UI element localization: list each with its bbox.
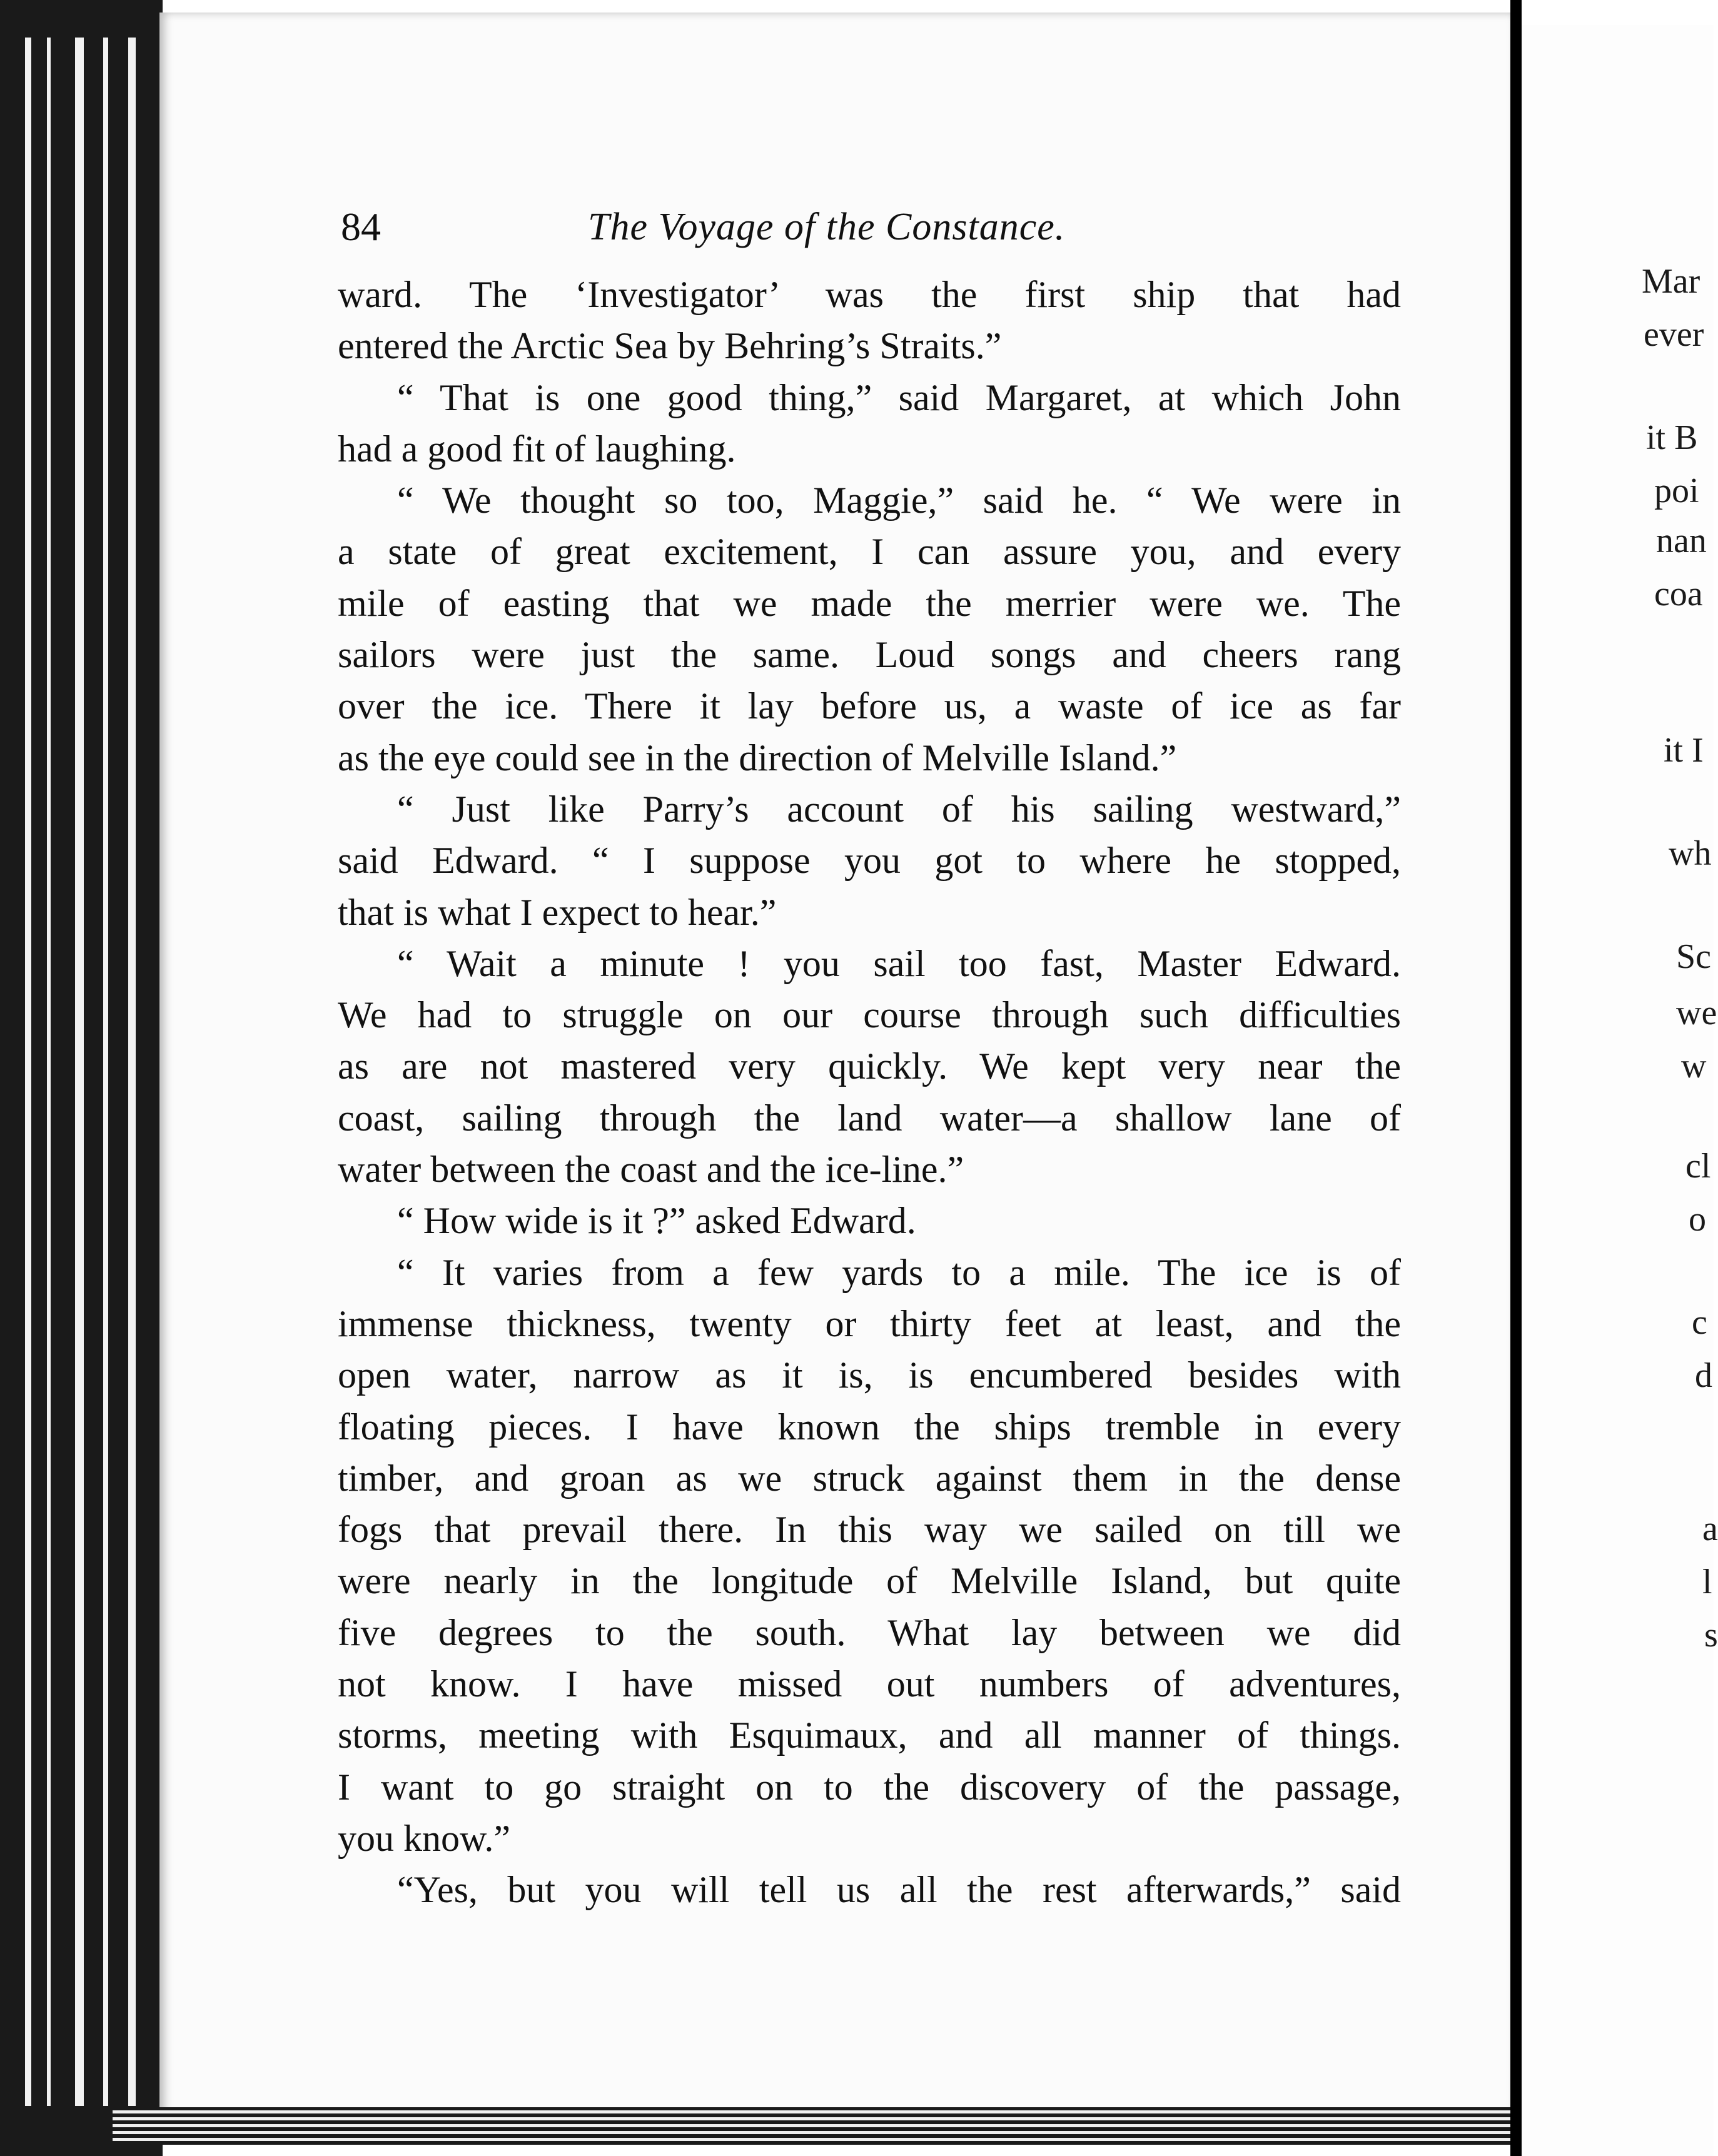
facing-page-fragment: nan xyxy=(1656,521,1707,560)
text-line: “ We thought so too, Maggie,” said he. “ We were in xyxy=(397,480,1401,521)
text-line: floating pieces. I have known the ships tremble in every xyxy=(338,1406,1401,1448)
text-line: five degrees to the south. What lay between we did xyxy=(338,1611,1401,1653)
facing-page-fragment: w xyxy=(1681,1047,1707,1086)
facing-page-fragment: ever xyxy=(1644,315,1704,354)
running-title: The Voyage of the Constance. xyxy=(588,206,1066,248)
text-line: open water, narrow as it is, is encumbered besides with xyxy=(338,1354,1401,1396)
facing-page-fragment: it B xyxy=(1646,418,1698,457)
page-edge-line xyxy=(47,38,51,2106)
facing-page-fragment: cl xyxy=(1685,1147,1711,1186)
text-line: were nearly in the longitude of Melville Island, but quite xyxy=(338,1560,1401,1602)
text-line: “ How wide is it ?” asked Edward. xyxy=(397,1200,916,1242)
text-line: coast, sailing through the land water—a shallow lane of xyxy=(338,1097,1401,1139)
text-line: “ Just like Parry’s account of his sailing westward,” xyxy=(397,788,1401,830)
text-line: sailors were just the same. Loud songs and cheers rang xyxy=(338,634,1401,676)
text-line: entered the Arctic Sea by Behring’s Straits.” xyxy=(338,325,1002,367)
text-line: timber, and groan as we struck against them in the dense xyxy=(338,1457,1401,1499)
text-line: over the ice. There it lay before us, a waste of ice as far xyxy=(338,685,1401,727)
text-line: “ It varies from a few yards to a mile. The ice is of xyxy=(397,1251,1401,1293)
page-edge-line xyxy=(75,38,84,2106)
text-line: as the eye could see in the direction of Melville Island.” xyxy=(338,737,1177,778)
facing-page-fragment: a xyxy=(1702,1509,1718,1548)
text-line: a state of great excitement, I can assure you, and every xyxy=(338,531,1401,573)
page-edge-line xyxy=(25,38,31,2106)
page-edge-line xyxy=(128,38,136,2106)
page-edges xyxy=(0,0,163,2156)
running-header xyxy=(341,199,1404,255)
text-line: fogs that prevail there. In this way we sailed on till we xyxy=(338,1509,1401,1551)
book-gutter xyxy=(1510,0,1522,2156)
facing-page-fragment: l xyxy=(1702,1563,1712,1601)
facing-page-fragment: coa xyxy=(1654,575,1703,613)
facing-page-fragment: it I xyxy=(1664,731,1704,770)
text-line: you know.” xyxy=(338,1817,511,1859)
facing-page-fragment: we xyxy=(1676,994,1717,1032)
text-line: “ Wait a minute ! you sail too fast, Master Edward. xyxy=(397,942,1401,984)
text-line: that is what I expect to hear.” xyxy=(338,891,777,933)
facing-page-fragment: o xyxy=(1689,1200,1706,1239)
text-line: I want to go straight on to the discovery of the passage, xyxy=(338,1766,1401,1808)
text-line: as are not mastered very quickly. We kept very near the xyxy=(338,1045,1401,1087)
text-line: “ That is one good thing,” said Margaret, at which John xyxy=(397,376,1401,418)
text-line: mile of easting that we made the merrier were we. The xyxy=(338,582,1401,624)
text-line: storms, meeting with Esquimaux, and all manner of things. xyxy=(338,1715,1401,1756)
bottom-page-edges xyxy=(113,2107,1532,2145)
page-edge-line xyxy=(103,38,108,2106)
text-line: said Edward. “ I suppose you got to where he stopped, xyxy=(338,840,1401,882)
text-line: ward. The ‘Investigator’ was the first ship that had xyxy=(338,274,1401,315)
facing-page-fragment: c xyxy=(1692,1303,1707,1342)
facing-page-fragment: Sc xyxy=(1676,937,1711,976)
text-line: not know. I have missed out numbers of adventures, xyxy=(338,1663,1401,1705)
text-line: had a good fit of laughing. xyxy=(338,428,736,470)
facing-page-fragment: s xyxy=(1704,1616,1718,1655)
body-text xyxy=(338,269,1401,1916)
facing-page-fragment: d xyxy=(1695,1356,1712,1395)
facing-page-fragment: Mar xyxy=(1642,262,1700,301)
facing-page-fragment: poi xyxy=(1654,471,1699,510)
text-line: immense thickness, twenty or thirty feet at least, and the xyxy=(338,1302,1401,1344)
text-line: “Yes, but you will tell us all the rest afterwards,” said xyxy=(397,1869,1401,1911)
text-line: We had to struggle on our course through such difficulties xyxy=(338,994,1401,1036)
page-number: 84 xyxy=(341,204,381,249)
facing-page-fragment: wh xyxy=(1669,834,1712,873)
text-line: water between the coast and the ice-line.” xyxy=(338,1149,964,1191)
